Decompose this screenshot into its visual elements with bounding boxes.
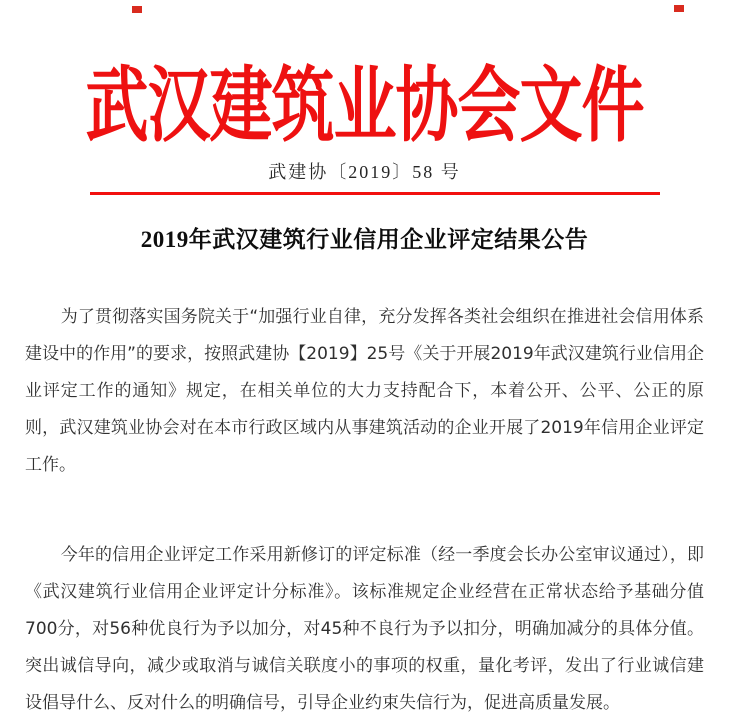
document-body xyxy=(25,299,704,722)
document-number: 武建协〔2019〕58 号 xyxy=(268,162,461,182)
announcement-title: 2019年武汉建筑行业信用企业评定结果公告 xyxy=(140,227,589,252)
letterhead-org-title: 武汉建筑业协会文件 xyxy=(85,60,644,152)
letterhead-divider-line xyxy=(90,192,660,195)
body-paragraph-1: 为了贯彻落实国务院关于“加强行业自律，充分发挥各类社会组织在推进社会信用体系建设中的作用”的要求，按照武建协【2019】25号《关于开展2019年武汉建筑行业信用企业评定工作的通知》规定，在相关单位的大力支持配合下，本着公开、公平、公正的原则，武汉建筑业协会对在本市行政区域内从事建筑活动的企业开展了2019年信用企业评定工作。 xyxy=(25,307,704,475)
red-scan-mark-right xyxy=(674,5,684,12)
body-paragraph-2: 今年的信用企业评定工作采用新修订的评定标准（经一季度会长办公室审议通过），即《武汉建筑行业信用企业评定计分标准》。该标准规定企业经营在正常状态给予基础分值700分，对56种优良行为予以加分，对45种不良行为予以扣分，明确加减分的具体分值。突出诚信导向，减少或取消与诚信关联度小的事项的权重，量化考评，发出了行业诚信建设倡导什么、反对什么的明确信号，引导企业约束失信行为，促进高质量发展。 xyxy=(25,545,704,713)
red-scan-mark-left xyxy=(132,6,142,13)
